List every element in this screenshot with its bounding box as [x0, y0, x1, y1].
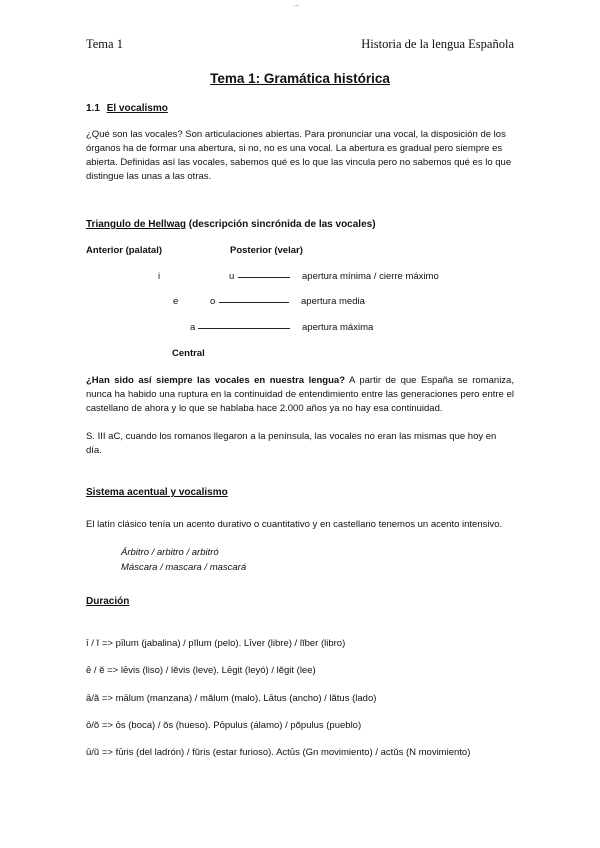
- siglo-paragraph: S. III aC, cuando los romanos llegaron a la península, las vocales no eran las mismas que hoy en día.: [86, 431, 497, 456]
- section-2-paragraph: El latín clásico tenía un acento durativo o cuantitativo y en castellano tenemos un acento intensivo.: [86, 519, 503, 530]
- header-right: Historia de la lengua Española: [361, 37, 514, 51]
- accent-example-2: Máscara / mascara / mascará: [121, 562, 247, 573]
- intro-paragraph: ¿Qué son las vocales? Son articulaciones abiertas. Para pronunciar una vocal, la disposición de los órganos ha de formar una abertura, si no, no es una vocal. La abertura es gradual pero siempre es abierta. Definidas así las vocales, sabemos qué es lo que las vincula pero no sabemos qué es lo que distingue las unas a las otras.: [86, 129, 512, 182]
- section-3-title: Duración: [86, 596, 130, 607]
- duration-line-3: ā/ă => mālum (manzana) / mălum (malo). Lātus (ancho) / lătus (lado): [86, 693, 377, 704]
- duration-line-2: ē / ĕ => lēvis (liso) / lĕvis (leve). Lēgit (leyó) / lĕgit (lee): [86, 665, 316, 676]
- document-title: Tema 1: Gramática histórica: [210, 71, 390, 86]
- triangle-heading: [86, 218, 376, 232]
- section-2-title: Sistema acentual y vocalismo: [86, 487, 228, 498]
- triangle-vowel-u: u: [229, 271, 235, 282]
- triangle-vowel-o: o: [210, 296, 216, 307]
- triangle-vowel-e: e: [173, 296, 179, 307]
- triangle-anterior-label: Anterior (palatal): [86, 245, 163, 256]
- question-paragraph: [86, 374, 514, 416]
- section-1-title: El vocalismo: [106, 103, 168, 114]
- triangle-label-2: apertura media: [301, 296, 365, 307]
- triangle-heading-note: (descripción sincrónida de las vocales): [188, 219, 376, 230]
- triangle-vowel-a: a: [190, 322, 196, 333]
- section-1-number: 1.1: [86, 103, 100, 114]
- section-1-heading: [86, 103, 168, 114]
- question-text: ¿Han sido así siempre las vocales en nuestra lengua?: [86, 375, 345, 386]
- triangle-central-label: Central: [172, 348, 205, 359]
- header-left: Tema 1: [86, 37, 123, 51]
- accent-example-1: Árbitro / arbitro / arbitró: [121, 547, 219, 558]
- triangle-label-3: apertura máxima: [302, 322, 374, 333]
- duration-line-4: ō/ŏ => ōs (boca) / ŏs (hueso). Pōpulus (álamo) / pŏpulus (pueblo): [86, 720, 362, 731]
- triangle-heading-title: Triangulo de Hellwag: [86, 219, 187, 230]
- triangle-line-1: [238, 277, 290, 278]
- page-top-mark: ...: [294, 2, 300, 8]
- triangle-label-1: apertura mínima / cierre máximo: [302, 271, 439, 282]
- triangle-posterior-label: Posterior (velar): [230, 245, 303, 256]
- section-2-heading: [86, 487, 228, 498]
- question-answer: A partir de que España se romaniza, nunca ha habido una ruptura en la continuidad de entendimiento entre las generaciones pero entre el castellano de ahora y lo que se hablaba hace 2.000 años ya no hay esa continuidad.: [86, 375, 514, 414]
- duration-line-1: ī / ĭ => pīlum (jabalina) / pĭlum (pelo). Līver (libre) / lĭber (libro): [86, 638, 346, 649]
- triangle-line-2: [219, 302, 289, 303]
- triangle-line-3: [198, 328, 290, 329]
- section-3-heading: [86, 596, 129, 607]
- triangle-vowel-i: i: [158, 271, 161, 282]
- duration-line-5: ū/ŭ => fūris (del ladrón) / fŭris (estar furioso). Actūs (Gn movimiento) / actŭs (N movimiento): [86, 747, 471, 758]
